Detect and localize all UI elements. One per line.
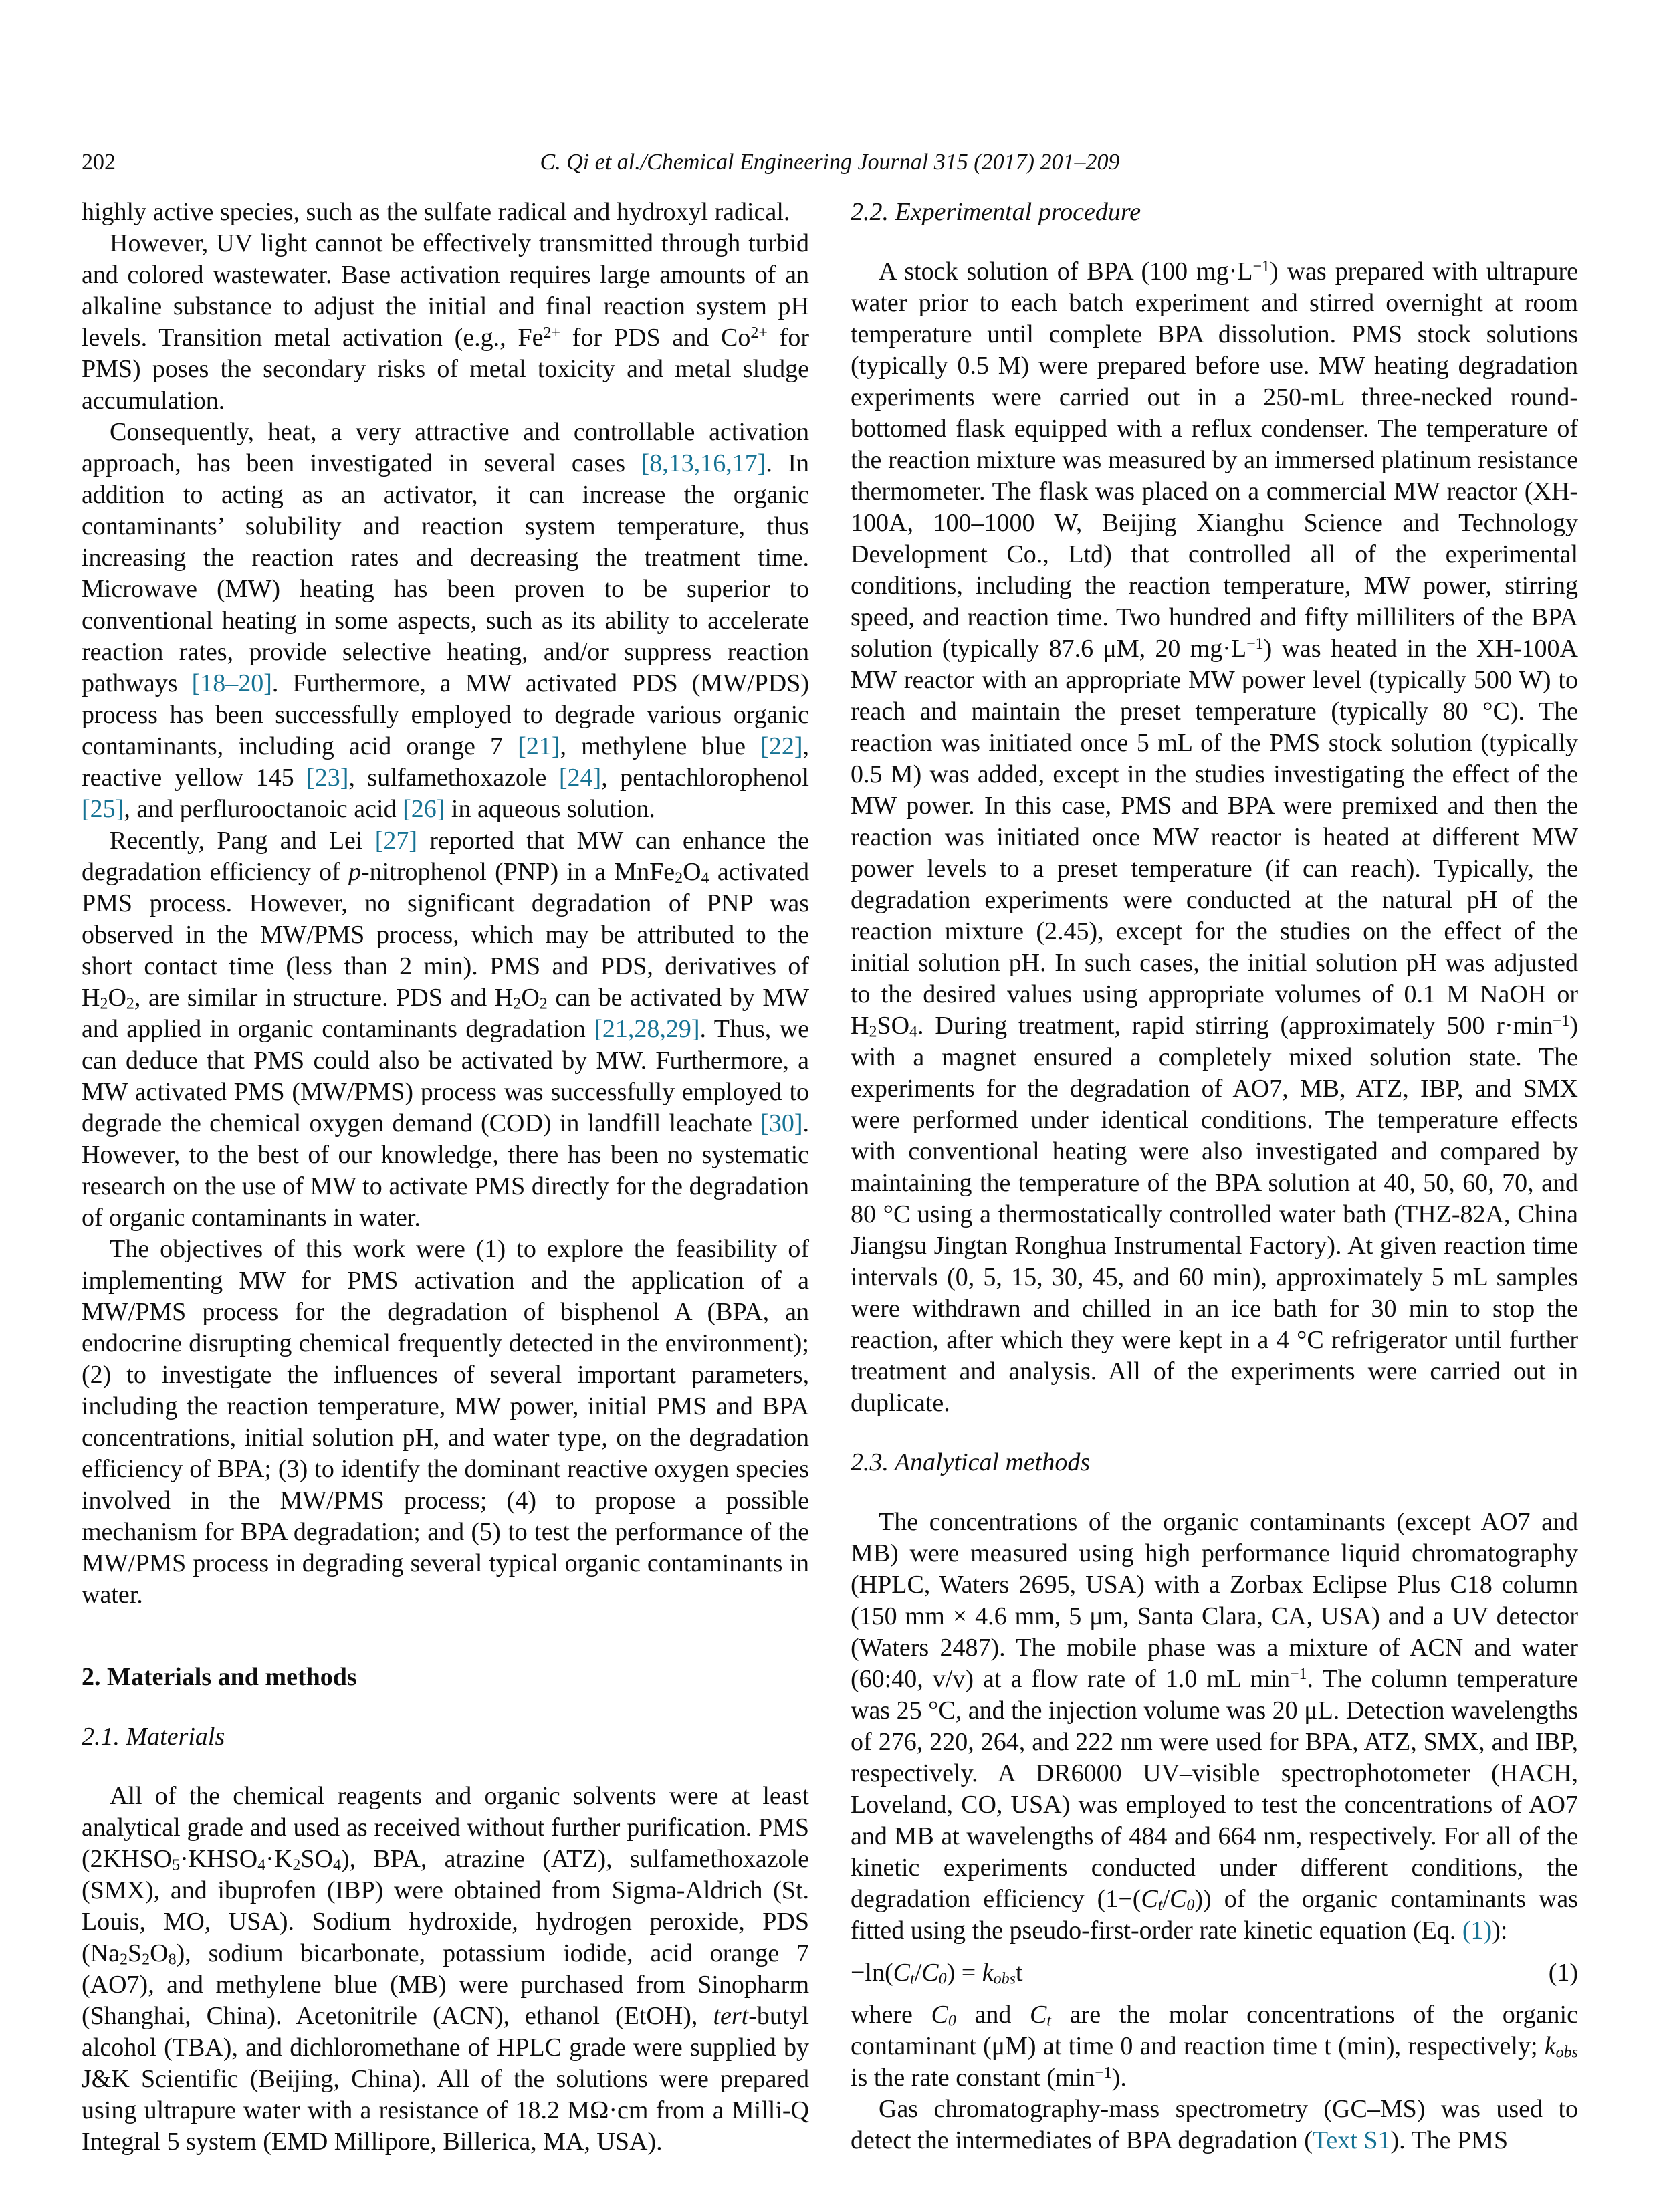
paragraph: [851, 2094, 1578, 2156]
equation-number: (1): [1548, 1959, 1578, 1987]
text-run: ):: [1492, 1916, 1508, 1945]
italic-text-run: tert: [713, 2002, 749, 2030]
text-run: are the molar concentrations of the organic contaminant (μM) at time 0 and reaction time t (min), respectively;: [851, 2001, 1578, 2060]
text-run: SO: [877, 1012, 910, 1040]
subscript-run: 0: [938, 1970, 947, 1988]
text-run: ), sodium bicarbonate, potassium iodide, acid orange 7 (AO7), and methylene blue (MB) were purchased from Sinopharm (Shanghai, China). Acetonitrile (ACN), ethanol (EtOH),: [82, 1939, 809, 2030]
text-run: /: [914, 1959, 922, 1987]
text-run: The objectives of this work were (1) to explore the feasibility of implementing MW for PMS activation and the application of a MW/PMS process for the degradation of bisphenol A (BPA, an endocrine disrupting chemical frequently detected in the environment); (2) to investigate the influences of several important parameters, including the reaction temperature, MW power, initial PMS and BPA concentrations, initial solution pH, and water type, on the degradation efficiency of BPA; (3) to identify the dominant reactive oxygen species involved in the MW/PMS process; (4) to propose a possible mechanism for BPA degradation; and (5) to test the performance of the MW/PMS process in degrading several typical organic contaminants in water.: [82, 1235, 809, 1609]
text-run: . The column temperature was 25 °C, and the injection volume was 20 μL. Detection wavelengths of 276, 220, 264, and 222 nm were used for BPA, ATZ, SMX, and IBP, respectively. A DR6000 UV–visible spectrophotometer (HACH, Loveland, CO, USA) was employed to test the concentrations of AO7 and MB at wavelengths of 484 and 664 nm, respectively. For all of the kinetic experiments conducted under different conditions, the degradation efficiency (1−(: [851, 1665, 1578, 1913]
subscript-run: obs: [993, 1970, 1016, 1988]
subsection-heading: 2.1. Materials: [82, 1723, 225, 1751]
text-run: O: [683, 858, 701, 886]
text-run: ).: [1111, 2064, 1127, 2092]
subscript-run: t: [910, 1970, 915, 1988]
text-run: ) was heated in the XH-100A MW reactor with an appropriate MW power level (typically 500 W) to reach and maintain the preset temperature (typically 80 °C). The reaction was initiated once 5 mL of the PMS stock solution (typically 0.5 M) was added, except in the studies investigating the effect of the MW power. In this case, PMS and BPA were premixed and then the reaction was initiated once MW reactor is heated at different MW power levels to a preset temperature (if can reach). Typically, the degradation experiments were conducted at the natural pH of the reaction mixture (2.45), except for the studies on the effect of the initial solution pH. In such cases, the initial solution pH was adjusted to the desired values using appropriate volumes of 0.1 M NaOH or H: [851, 635, 1578, 1040]
text-run: ), BPA, atrazine (ATZ), sulfamethoxazole (SMX), and ibuprofen (IBP) were obtained from Sigma-Aldrich (St. Louis, MO, USA). Sodium hydroxide, hydrogen peroxide, PDS (Na: [82, 1845, 809, 1967]
text-run: where: [851, 2001, 931, 2029]
paragraph: [851, 256, 1578, 1419]
citation-link[interactable]: [24]: [558, 764, 602, 792]
citation-link[interactable]: [18–20]: [191, 669, 272, 697]
text-run: O: [108, 984, 126, 1012]
paragraph: [82, 228, 809, 417]
running-head: C. Qi et al./Chemical Engineering Journal 315 (2017) 201–209: [540, 150, 1120, 175]
italic-text-run: C: [893, 1959, 911, 1987]
text-run: ·KHSO: [180, 1845, 258, 1873]
text-run: t: [1015, 1959, 1023, 1987]
citation-link[interactable]: (1): [1462, 1916, 1492, 1945]
text-run: Gas chromatography-mass spectrometry (GC–MS) was used to detect the intermediates of BPA degradation (: [851, 2095, 1578, 2154]
page-number: 202: [82, 150, 116, 175]
citation-link[interactable]: [8,13,16,17]: [641, 449, 766, 477]
text-run: −ln(: [851, 1959, 893, 1987]
text-run: is the rate constant (min: [851, 2064, 1095, 2092]
text-run: , methylene blue: [560, 732, 761, 760]
subscript-run: t: [1046, 2012, 1052, 2030]
paragraph: [82, 1781, 809, 2158]
paragraph: [82, 197, 809, 228]
subscript-run: 2: [142, 1951, 150, 1969]
subscript-run: 0: [1186, 1896, 1195, 1914]
superscript-run: 2+: [750, 324, 768, 342]
italic-text-run: k: [982, 1959, 994, 1987]
paragraph: [851, 1507, 1578, 1947]
subscript-run: 8: [168, 1951, 177, 1969]
text-run: highly active species, such as the sulfate radical and hydroxyl radical.: [82, 198, 790, 226]
subscript-run: 2: [126, 995, 134, 1013]
citation-link[interactable]: Text S1: [1312, 2126, 1391, 2154]
text-run: , reactive yellow 145: [82, 732, 809, 792]
subscript-run: 2: [292, 1856, 301, 1874]
text-run: O: [150, 1939, 169, 1967]
subscript-run: 4: [701, 869, 709, 887]
text-run: ) =: [946, 1959, 982, 1987]
text-run: for PDS and Co: [560, 324, 751, 352]
equation: [851, 1957, 1578, 1989]
subscript-run: 5: [172, 1856, 181, 1874]
superscript-run: −1: [1095, 2064, 1112, 2082]
text-run: and: [956, 2001, 1030, 2029]
text-run: S: [127, 1939, 142, 1967]
text-run: -butyl alcohol (TBA), and dichloromethane of HPLC grade were supplied by J&K Scientific (Beijing, China). All of the solutions were prepared using ultrapure water with a resistance of 18.2 MΩ·cm from a Milli-Q Integral 5 system (EMD Millipore, Billerica, MA, USA).: [82, 2002, 809, 2156]
text-run: . During treatment, rapid stirring (approximately 500 r·min: [917, 1012, 1553, 1040]
citation-link[interactable]: [27]: [374, 826, 418, 855]
text-run: ). The PMS: [1390, 2126, 1509, 2154]
text-run: . However, to the best of our knowledge, there has been no systematic research on the use of MW to activate PMS directly for the degradation of organic contaminants in water.: [82, 1109, 809, 1232]
citation-link[interactable]: [21]: [518, 732, 560, 760]
text-run: . Thus, we can deduce that PMS could also be activated by MW. Furthermore, a MW activated PMS (MW/PMS) process was successfully employed to degrade the chemical oxygen demand (COD) in landfill leachate: [82, 1015, 810, 1137]
paragraph: [82, 825, 809, 1234]
text-run: for PMS) poses the secondary risks of metal toxicity and metal sludge accumulation.: [82, 324, 810, 415]
subscript-run: 4: [257, 1856, 266, 1874]
subscript-run: 2: [539, 995, 548, 1013]
text-run: ) with a magnet ensured a completely mixed solution state. The experiments for the degradation of AO7, MB, ATZ, IBP, and SMX were performed under identical conditions. The temperature effects with conventional heating were also investigated and compared by maintaining the temperature of the BPA solution at 40, 50, 60, 70, and 80 °C using a thermostatically controlled water bath (THZ-82A, China Jiangsu Jingtan Ronghua Instrumental Factory). At given reaction time intervals (0, 5, 15, 30, 45, and 60 min), approximately 5 mL samples were withdrawn and chilled in an ice bath for 30 min to stop the reaction, after which they were kept in a 4 °C refrigerator until further treatment and analysis. All of the experiments were carried out in duplicate.: [851, 1012, 1578, 1417]
superscript-run: 2+: [543, 324, 561, 342]
paragraph: [82, 417, 809, 825]
text-run: /: [1162, 1885, 1170, 1913]
text-run: A stock solution of BPA (100 mg·L: [879, 257, 1253, 286]
text-run: -nitrophenol (PNP) in a MnFe: [361, 858, 675, 886]
text-run: O: [521, 984, 540, 1012]
subscript-run: 2: [675, 869, 683, 887]
superscript-run: −1: [1552, 1012, 1570, 1030]
two-column-body: [82, 197, 1578, 2158]
text-run: The concentrations of the organic contaminants (except AO7 and MB) were measured using high performance liquid chromatography (HPLC, Waters 2695, USA) with a Zorbax Eclipse Plus C18 column (150 mm × 4.6 mm, 5 μm, Santa Clara, CA, USA) and a UV detector (Waters 2487). The mobile phase was a mixture of ACN and water (60:40, v/v) at a flow rate of 1.0 mL min: [851, 1508, 1578, 1693]
left-column: [82, 197, 809, 2158]
subscript-run: 2: [869, 1023, 877, 1041]
subscript-run: 2: [513, 995, 522, 1013]
italic-text-run: C: [1141, 1885, 1158, 1913]
superscript-run: −1: [1252, 258, 1270, 275]
text-run: , are similar in structure. PDS and H: [134, 984, 514, 1012]
citation-link[interactable]: [23]: [306, 764, 349, 792]
section-heading: 2. Materials and methods: [82, 1663, 357, 1691]
citation-link[interactable]: [21,28,29]: [594, 1015, 700, 1043]
italic-text-run: C: [1170, 1885, 1187, 1913]
paragraph: [851, 1999, 1578, 2094]
italic-text-run: k: [1544, 2032, 1556, 2060]
text-run: )) of the organic contaminants was fitted using the pseudo-first-order rate kinetic equation (Eq.: [851, 1885, 1579, 1945]
citation-link[interactable]: [30]: [760, 1109, 803, 1137]
text-run: in aqueous solution.: [445, 795, 655, 823]
italic-text-run: p: [348, 858, 362, 886]
text-run: , and perflurooctanoic acid: [124, 795, 403, 823]
citation-link[interactable]: [26]: [403, 795, 445, 823]
text-run: Recently, Pang and Lei: [110, 826, 375, 855]
right-column: [851, 197, 1578, 2158]
text-run: Consequently, heat, a very attractive and controllable activation approach, has been investigated in several cases: [82, 418, 809, 477]
text-run: , sulfamethoxazole: [348, 764, 559, 792]
paragraph: [82, 1234, 809, 1611]
text-run: All of the chemical reagents and organic solvents were at least analytical grade and used as received without further purification. PMS (2KHSO: [82, 1782, 809, 1873]
text-run: reported that MW can enhance the degradation efficiency of: [82, 826, 810, 886]
text-run: . Furthermore, a MW activated PDS (MW/PDS) process has been successfully employed to degrade various organic contaminants, including acid orange 7: [82, 669, 810, 760]
subscript-run: 2: [119, 1951, 128, 1969]
subsection-heading: 2.2. Experimental procedure: [851, 198, 1141, 226]
text-run: SO: [300, 1845, 333, 1873]
subscript-run: 4: [332, 1856, 341, 1874]
citation-link[interactable]: [25]: [82, 795, 124, 823]
italic-text-run: C: [931, 2001, 948, 2029]
superscript-run: −1: [1246, 635, 1264, 653]
subscript-run: 0: [948, 2012, 956, 2030]
italic-text-run: C: [1030, 2001, 1047, 2029]
subscript-run: 4: [909, 1023, 918, 1041]
text-run: However, UV light cannot be effectively transmitted through turbid and colored wastewater. Base activation requires large amounts of an alkaline substance to adjust the initial and final reaction system pH levels. Transition metal activation (e.g., Fe: [82, 229, 809, 352]
subscript-run: t: [1157, 1896, 1163, 1914]
subsection-heading: 2.3. Analytical methods: [851, 1448, 1091, 1476]
equation-body: [851, 1957, 1022, 1989]
subscript-run: 2: [100, 995, 108, 1013]
citation-link[interactable]: [22]: [760, 732, 803, 760]
text-run: activated PMS process. However, no significant degradation of PNP was observed in the MW/PMS process, which may be attributed to the short contact time (less than 2 min). PMS and PDS, derivatives of H: [82, 858, 809, 1012]
superscript-run: −1: [1289, 1666, 1307, 1683]
text-run: ) was prepared with ultrapure water prior to each batch experiment and stirred overnight at room temperature until complete BPA dissolution. PMS stock solutions (typically 0.5 M) were prepared before use. MW heating degradation experiments were carried out in a 250-mL three-necked round-bottomed flask equipped with a reflux condenser. The temperature of the reaction mixture was measured by an immersed platinum resistance thermometer. The flask was placed on a commercial MW reactor (XH-100A, 100–1000 W, Beijing Xianghu Science and Technology Development Co., Ltd) that controlled all of the experimental conditions, including the reaction temperature, MW power, stirring speed, and reaction time. Two hundred and fifty milliliters of the BPA solution (typically 87.6 μM, 20 mg·L: [851, 257, 1578, 663]
text-run: . In addition to acting as an activator, it can increase the organic contaminants’ solubility and reaction system temperature, thus increasing the reaction rates and decreasing the treatment time. Microwave (MW) heating has been proven to be superior to conventional heating in some aspects, such as its ability to accelerate reaction rates, provide selective heating, and/or suppress reaction pathways: [82, 449, 810, 697]
subscript-run: obs: [1555, 2043, 1578, 2062]
text-run: , pentachlorophenol: [601, 764, 809, 792]
text-run: can be activated by MW and applied in organic contaminants degradation: [82, 984, 810, 1043]
italic-text-run: C: [921, 1959, 939, 1987]
text-run: ·K: [265, 1845, 293, 1873]
page-header: [82, 148, 1578, 177]
